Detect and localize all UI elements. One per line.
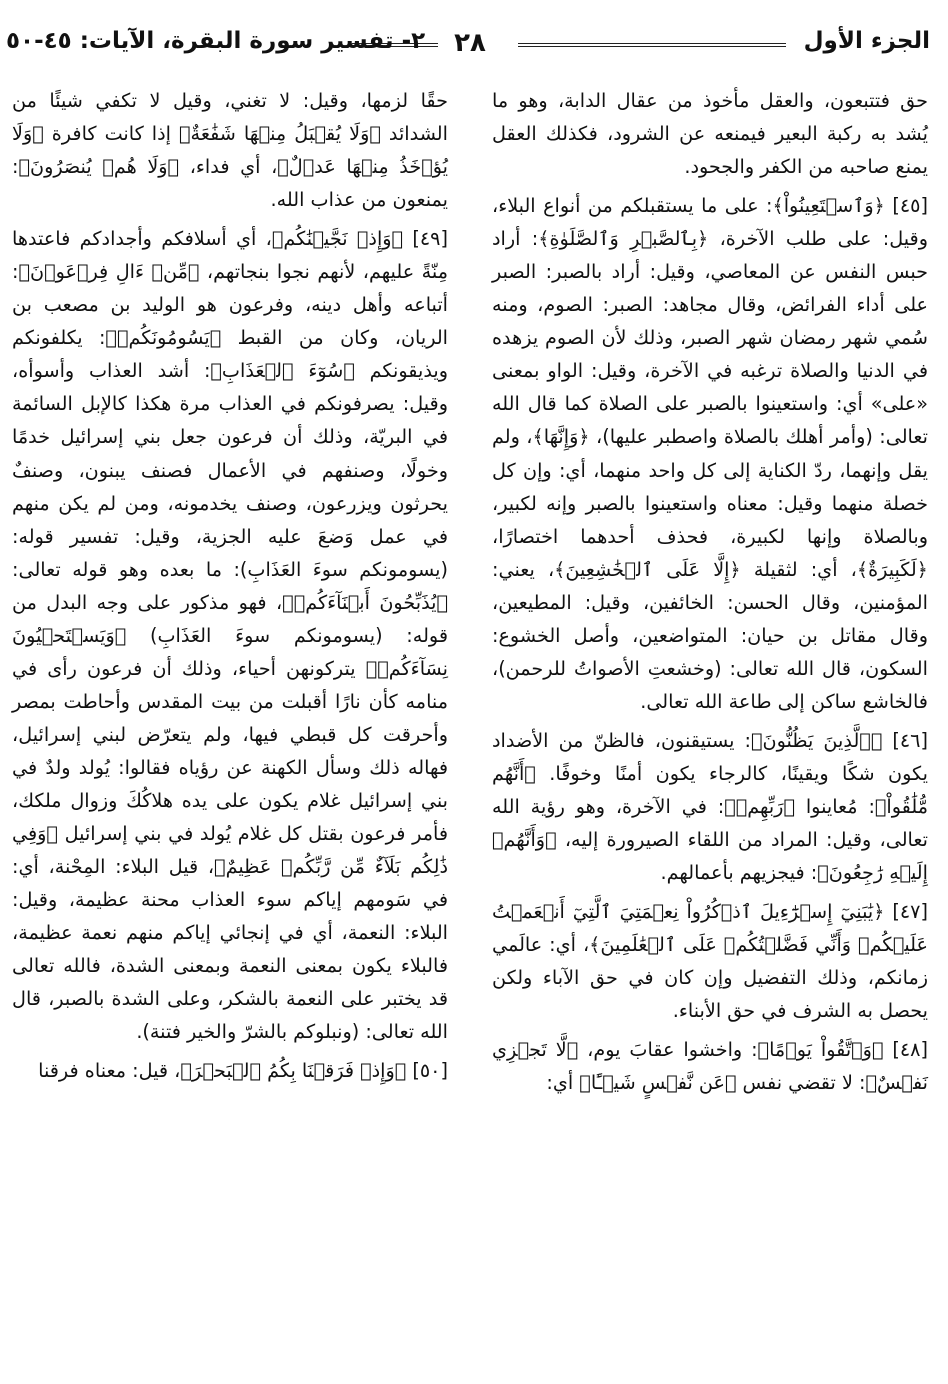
section-title: ٢- تفسير سورة البقرة، الآيات: ٤٥-٥٠	[6, 28, 426, 54]
paragraph-verse-50: [٥٠] ﴿وَإِذۡ فَرَقۡنَا بِكُمُ ٱلۡبَحۡرَ﴾، قيل: معناه فرقنا	[38, 1059, 448, 1083]
paragraph-verse-47: [٤٧] ﴿يَٰبَنِيٓ إِسۡرَٰٓءِيلَ ٱذۡكُرُواْ نِعۡمَتِيَ ٱلَّتِيٓ أَنۡعَمۡتُ عَلَيۡكُمۡ وَأَنِّي فَضَّلۡتُكُمۡ عَلَى ٱلۡعَٰلَمِينَ﴾، أي: عالَمي زمانكم، وذلك التفضيل وإن كان في حق الآباء ولكن يحصل به الشرف في حق الأبناء.	[492, 900, 928, 1023]
paragraph-verse-48: [٤٨] ﴿وَٱتَّقُواْ يَوۡمًا﴾: واخشوا عقابَ يوم، ﴿لَّا تَجۡزِي نَفۡسٌ﴾: لا تقضي نفس ﴿عَن نَّفۡسٍ شَيۡـًٔا﴾ أي:	[492, 1038, 928, 1095]
right-column	[492, 84, 928, 1099]
page-number: ٢٨	[454, 28, 486, 58]
paragraph: حق فتتبعون، والعقل مأخوذ من عقال الدابة، وهو ما يُشد به ركبة البعير فيمنعه عن الشرود، فكذلك العقل يمنع صاحبه من الكفر والجحود.	[492, 89, 928, 179]
left-column	[12, 84, 448, 1087]
part-title: الجزء الأول	[803, 28, 930, 54]
paragraph-verse-45: [٤٥] ﴿وَٱسۡتَعِينُواْ﴾: على ما يستقبلكم من أنواع البلاء، وقيل: على طلب الآخرة، ﴿بِٱلصَّبۡرِ وَٱلصَّلَوٰةِ﴾: أراد حبس النفس عن المعاصي، وقيل: أراد بالصبر: الصبر على أداء الفرائض، وقال مجاهد: الصبر: الصوم، ومنه سُمي شهر رمضان شهر الصبر، وذلك لأن الصوم يزهده في الدنيا والصلاة ترغبه في الآخرة، وقيل: الواو بمعنى «على» أي: واستعينوا بالصبر على الصلاة كما قال الله تعالى: (وأمر أهلك بالصلاة واصطبر عليها)، ﴿وَإِنَّهَا﴾، ولم يقل وإنهما، ردّ الكناية إلى كل واحد منهما، أي: وإن كل خصلة منهما وقيل: معناه واستعينوا بالصبر وإنه لكبير، وبالصلاة وإنها لكبيرة، فحذف أحدهما اختصارًا، ﴿لَكَبِيرَةٌ﴾، أي: لثقيلة ﴿إِلَّا عَلَى ٱلۡخَٰشِعِينَ﴾، يعني: المؤمنين، وقال الحسن: الخائفين، وقيل: المطيعين، وقال مقاتل بن حيان: المتواضعين، وأصل الخشوع: السكون، قال الله تعالى: (وخشعتِ الأصواتُ للرحمن)، فالخاشع ساكن إلى طاعة الله تعالى.	[492, 194, 928, 713]
paragraph: حقًا لزمها، وقيل: لا تغني، وقيل لا تكفي شيئًا من الشدائد ﴿وَلَا يُقۡبَلُ مِنۡهَا شَفَٰعَةٌ﴾ إذا كانت كافرة ﴿وَلَا يُؤۡخَذُ مِنۡهَا عَدۡلٌ﴾، أي فداء، ﴿وَلَا هُمۡ يُنصَرُونَ﴾: يمنعون من عذاب الله.	[12, 89, 448, 212]
page-header	[6, 28, 930, 64]
paragraph-verse-46: [٤٦] ﴿ٱلَّذِينَ يَظُنُّونَ﴾: يستيقنون، فالظنّ من الأضداد يكون شكًا ويقينًا، كالرجاء يكون أمنًا وخوفًا. ﴿أَنَّهُم مُّلَٰقُواْ﴾: مُعاينوا ﴿رَبِّهِمۡ﴾: في الآخرة، وهو رؤية الله تعالى، وقيل: المراد من اللقاء الصيرورة إليه، ﴿وَأَنَّهُمۡ إِلَيۡهِ رَٰجِعُونَ﴾: فيجزيهم بأعمالهم.	[492, 728, 928, 885]
header-rule-right	[518, 43, 786, 47]
paragraph-verse-49: [٤٩] ﴿وَإِذۡ نَجَّيۡنَٰكُم﴾، أي أسلافكم وأجدادكم فاعتدها مِنّةً عليهم، لأنهم نجوا بنجاتهم، ﴿مِّنۡ ءَالِ فِرۡعَوۡنَ﴾: أتباعه وأهل دينه، وفرعون هو الوليد بن مصعب بن الريان، وكان من القبط ﴿يَسُومُونَكُمۡ﴾: يكلفونكم ويذيقونكم ﴿سُوٓءَ ٱلۡعَذَابِ﴾: أشد العذاب وأسوأه، وقيل: يصرفونكم في العذاب مرة هكذا كالإبل السائمة في البريّة، وذلك أن فرعون جعل بني إسرائيل خدمًا وخولًا، وصنفهم في الأعمال فصنف يبنون، وصنفٌ يحرثون ويزرعون، وصنف يخدمونه، ومن لم يكن منهم في عمل وَضعَ عليه الجزية، وقيل: تفسير قوله: (يسومونكم سوءَ العَذَابِ): ما بعده وهو قوله تعالى: ﴿يُذَبِّحُونَ أَبۡنَآءَكُمۡ﴾، فهو مذكور على وجه البدل من قوله: (يسومونكم سوءَ العَذَابِ) ﴿وَيَسۡتَحۡيُونَ نِسَآءَكُمۡ﴾ يتركونهن أحياء، وذلك أن فرعون رأى في منامه كأن نارًا أقبلت من بيت المقدس وأحاطت بمصر وأحرقت كل قبطي فيها، ولم يتعرّض لبني إسرائيل، فهاله ذلك وسأل الكهنة عن رؤياه فقالوا: يُولد ولدٌ في بني إسرائيل غلام يكون على يده هلاكُكَ وزوال ملكك، فأمر فرعون بقتل كل غلام يُولد في بني إسرائيل ﴿وَفِي ذَٰلِكُم بَلَآءٌ مِّن رَّبِّكُمۡ عَظِيمٌ﴾، قيل البلاء: المِحْنة، أي: في سَومهم إياكم سوء العذاب محنة عظيمة، وقيل: البلاء: النعمة، أي في إنجائي إياكم منهم نعمة عظيمة، فالبلاء يكون بمعنى النعمة وبمعنى الشدة، فالله تعالى قد يختبر على النعمة بالشكر، وعلى الشدة بالصبر، قال الله تعالى: (ونبلوكم بالشرّ والخير فتنة).	[12, 227, 448, 1044]
